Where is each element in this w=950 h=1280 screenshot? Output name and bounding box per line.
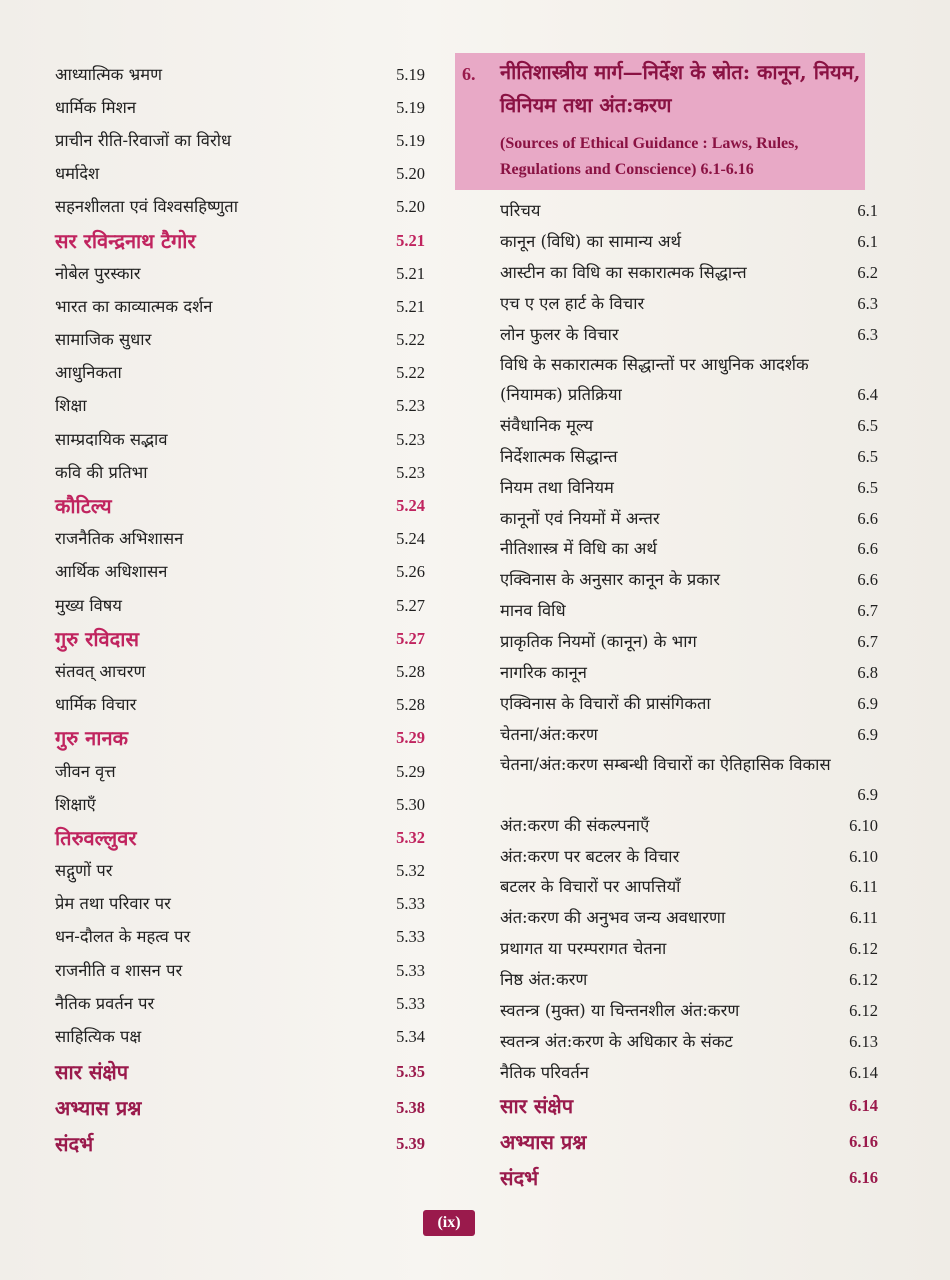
toc-page-number: 6.12 xyxy=(849,1001,878,1021)
chapter-subtitle: (Sources of Ethical Guidance : Laws, Rules, Regulations and Conscience) 6.1-6.16 xyxy=(500,135,799,178)
toc-section-row xyxy=(500,1088,878,1124)
toc-entry-label: प्रेम तथा परिवार पर xyxy=(55,894,171,914)
toc-subheading-row xyxy=(55,722,425,755)
toc-entry-row xyxy=(500,1057,878,1088)
toc-entry-label: संवैधानिक मूल्य xyxy=(500,415,594,435)
toc-entry-row xyxy=(500,565,878,596)
toc-page-number: 6.6 xyxy=(857,570,878,590)
toc-entry-row xyxy=(500,934,878,965)
toc-page-number: 6.16 xyxy=(849,1168,878,1188)
toc-page-number: 6.6 xyxy=(857,508,878,528)
toc-entry-label: जीवन वृत्त xyxy=(55,761,116,781)
toc-entry-label: परिचय xyxy=(500,201,541,221)
toc-entry-row xyxy=(55,788,425,821)
toc-entry-label: निष्ठ अंत:करण xyxy=(500,970,588,990)
toc-entry-label: स्वतन्त्र (मुक्त) या चिन्तनशील अंत:करण xyxy=(500,1001,740,1021)
toc-entry-label: आध्यात्मिक भ्रमण xyxy=(55,64,163,84)
toc-left-column xyxy=(55,58,425,1162)
toc-page-number: 6.16 xyxy=(849,1132,878,1152)
toc-page-number: 5.22 xyxy=(396,363,425,383)
toc-page-number: 5.26 xyxy=(396,562,425,582)
toc-section-row xyxy=(55,1054,425,1090)
toc-entry-label: आधुनिकता xyxy=(55,363,122,383)
toc-entry-row xyxy=(500,872,878,903)
toc-section-row xyxy=(500,1160,878,1196)
toc-section-row xyxy=(55,1126,425,1162)
toc-page-number: 6.12 xyxy=(849,939,878,959)
toc-entry-row xyxy=(55,855,425,888)
toc-entry-row xyxy=(55,655,425,688)
toc-page-number: 5.29 xyxy=(396,761,425,781)
toc-entry-label: नैतिक परिवर्तन xyxy=(500,1062,589,1082)
toc-page-number: 5.27 xyxy=(396,628,425,648)
toc-entry-row xyxy=(55,423,425,456)
toc-entry-label: संदर्भ xyxy=(55,1131,94,1156)
toc-page-number: 6.3 xyxy=(857,294,878,314)
toc-entry-row xyxy=(55,987,425,1020)
toc-page-number: 5.28 xyxy=(396,695,425,715)
toc-page-number: 5.23 xyxy=(396,429,425,449)
toc-entry-label: अंत:करण की अनुभव जन्य अवधारणा xyxy=(500,908,726,928)
toc-entry-label: बटलर के विचारों पर आपत्तियाँ xyxy=(500,877,681,897)
toc-page-number: 6.2 xyxy=(857,263,878,283)
toc-entry-row xyxy=(55,124,425,157)
toc-page-number: 6.14 xyxy=(849,1062,878,1082)
toc-page-number: 6.9 xyxy=(857,724,878,744)
toc-entry-row xyxy=(500,996,878,1027)
toc-entry-label: चेतना/अंत:करण सम्बन्धी विचारों का ऐतिहासिक विकास xyxy=(500,755,831,775)
toc-entry-row xyxy=(500,534,878,565)
toc-page-number: 5.38 xyxy=(396,1097,425,1117)
toc-page-number: 5.21 xyxy=(396,296,425,316)
toc-entry-label: नोबेल पुरस्कार xyxy=(55,263,141,283)
toc-entry-label: नियम तथा विनियम xyxy=(500,477,614,497)
toc-entry-label: अंत:करण पर बटलर के विचार xyxy=(500,846,680,866)
toc-entry-label: साम्प्रदायिक सद्भाव xyxy=(55,429,168,449)
toc-entry-row xyxy=(500,258,878,289)
toc-entry-row xyxy=(55,1020,425,1053)
toc-page-number: 6.12 xyxy=(849,970,878,990)
toc-entry-label: गुरु रविदास xyxy=(55,626,139,651)
toc-page-number: 6.4 xyxy=(857,385,878,405)
toc-entry-row xyxy=(500,965,878,996)
page-number-badge: (ix) xyxy=(423,1210,475,1236)
toc-page-number: 6.9 xyxy=(857,785,878,805)
toc-page-number: 6.10 xyxy=(849,846,878,866)
toc-entry-label: तिरुवल्लुवर xyxy=(55,825,137,850)
toc-entry-label: नीतिशास्त्र में विधि का अर्थ xyxy=(500,539,657,559)
toc-entry-label: एच ए एल हार्ट के विचार xyxy=(500,294,645,314)
toc-page-number: 6.9 xyxy=(857,693,878,713)
toc-entry-row xyxy=(55,888,425,921)
toc-page-number: 6.5 xyxy=(857,446,878,466)
toc-entry-row xyxy=(500,903,878,934)
toc-page-number: 5.24 xyxy=(396,496,425,516)
toc-entry-label: एक्विनास के विचारों की प्रासंगिकता xyxy=(500,693,711,713)
toc-entry-row xyxy=(55,257,425,290)
toc-page-number: 5.21 xyxy=(396,230,425,250)
toc-entry-label: नागरिक कानून xyxy=(500,663,587,683)
toc-entry-label: संदर्भ xyxy=(500,1166,539,1191)
toc-entry-label: चेतना/अंत:करण xyxy=(500,724,598,744)
toc-entry-label: मुख्य विषय xyxy=(55,595,122,615)
toc-page-number: 5.33 xyxy=(396,894,425,914)
toc-entry-row xyxy=(500,810,878,841)
toc-entry-row xyxy=(55,589,425,622)
toc-entry-label: गुरु नानक xyxy=(55,726,128,751)
toc-entry-label: सद्गुणों पर xyxy=(55,861,113,881)
toc-entry-row xyxy=(500,320,878,351)
toc-entry-row xyxy=(500,227,878,258)
toc-page-number: 5.21 xyxy=(396,263,425,283)
toc-page-number: 6.1 xyxy=(857,201,878,221)
toc-page-number: 5.19 xyxy=(396,64,425,84)
toc-entry-label: धन-दौलत के महत्व पर xyxy=(55,927,191,947)
toc-subheading-row xyxy=(55,821,425,854)
toc-page-number: 5.23 xyxy=(396,462,425,482)
toc-page-number: 6.11 xyxy=(849,877,878,897)
toc-entry-row xyxy=(55,755,425,788)
toc-page-number: 5.32 xyxy=(396,827,425,847)
toc-page-number: 6.7 xyxy=(857,632,878,652)
toc-page-number: 6.6 xyxy=(857,539,878,559)
toc-page-number: 5.33 xyxy=(396,993,425,1013)
toc-entry-label: धार्मिक मिशन xyxy=(55,97,136,117)
toc-entry-label: सामाजिक सुधार xyxy=(55,330,152,350)
toc-entry-row xyxy=(500,472,878,503)
toc-entry-row xyxy=(500,688,878,719)
toc-entry-label-continued: (नियामक) प्रतिक्रिया xyxy=(500,385,622,405)
toc-page-number: 5.20 xyxy=(396,164,425,184)
toc-entry-row xyxy=(55,357,425,390)
toc-entry-row xyxy=(500,289,878,320)
toc-entry-row xyxy=(55,921,425,954)
toc-page-number: 5.22 xyxy=(396,330,425,350)
toc-page-number: 6.14 xyxy=(849,1096,878,1116)
toc-page-number: 5.32 xyxy=(396,861,425,881)
toc-section-row xyxy=(500,1124,878,1160)
toc-entry-label: धर्मादेश xyxy=(55,164,100,184)
toc-entry-label: निर्देशात्मक सिद्धान्त xyxy=(500,446,618,466)
toc-page-number: 6.13 xyxy=(849,1031,878,1051)
toc-page-number: 5.34 xyxy=(396,1027,425,1047)
toc-entry-row xyxy=(55,456,425,489)
toc-entry-label: संतवत् आचरण xyxy=(55,661,146,681)
toc-page-number: 5.29 xyxy=(396,728,425,748)
toc-section-row xyxy=(55,1090,425,1126)
toc-subheading-row xyxy=(55,224,425,257)
toc-entry-label: मानव विधि xyxy=(500,601,566,621)
toc-page-number: 5.24 xyxy=(396,529,425,549)
toc-entry-label: कानूनों एवं नियमों में अन्तर xyxy=(500,508,660,528)
toc-entry-label: सहनशीलता एवं विश्वसहिष्णुता xyxy=(55,197,238,217)
toc-entry-label: प्रथागत या परम्परागत चेतना xyxy=(500,939,667,959)
toc-entry-label: आस्टीन का विधि का सकारात्मक सिद्धान्त xyxy=(500,263,747,283)
toc-entry-label: प्राकृतिक नियमों (कानून) के भाग xyxy=(500,632,697,652)
toc-page-number: 5.20 xyxy=(396,197,425,217)
toc-entry-label: शिक्षा xyxy=(55,396,87,416)
toc-page-number: 5.23 xyxy=(396,396,425,416)
toc-entry-label: एक्विनास के अनुसार कानून के प्रकार xyxy=(500,570,721,590)
toc-entry-row xyxy=(55,191,425,224)
toc-entry-label: सर रविन्द्रनाथ टैगोर xyxy=(55,228,196,253)
toc-entry-row xyxy=(500,719,878,750)
toc-entry-row xyxy=(55,290,425,323)
toc-entry-label: भारत का काव्यात्मक दर्शन xyxy=(55,296,213,316)
toc-entry-label: आर्थिक अधिशासन xyxy=(55,562,168,582)
toc-entry-label: साहित्यिक पक्ष xyxy=(55,1027,142,1047)
toc-page-number: 5.35 xyxy=(396,1061,425,1081)
toc-entry-label: अभ्यास प्रश्न xyxy=(55,1095,142,1120)
toc-entry-label: सार संक्षेप xyxy=(500,1094,574,1119)
toc-page-number: 6.7 xyxy=(857,601,878,621)
toc-entry-row xyxy=(55,91,425,124)
chapter-title: नीतिशास्त्रीय मार्ग—निर्देश के स्रोत: कानून, नियम, विनियम तथा अंत:करण xyxy=(500,60,861,117)
toc-entry-label: विधि के सकारात्मक सिद्धान्तों पर आधुनिक आदर्शक xyxy=(500,355,809,375)
toc-page-number: 6.5 xyxy=(857,415,878,435)
toc-entry-label: धार्मिक विचार xyxy=(55,695,137,715)
toc-entry-label: राजनैतिक अभिशासन xyxy=(55,529,184,549)
toc-entry-row xyxy=(55,523,425,556)
toc-entry-row xyxy=(500,750,878,810)
toc-entry-row xyxy=(500,441,878,472)
toc-entry-label: अंत:करण की संकल्पनाएँ xyxy=(500,815,650,835)
toc-entry-row xyxy=(55,390,425,423)
toc-entry-row xyxy=(500,350,878,410)
toc-page-number: 5.33 xyxy=(396,960,425,980)
toc-entry-label: शिक्षाएँ xyxy=(55,794,96,814)
toc-subheading-row xyxy=(55,622,425,655)
toc-page-number: 5.39 xyxy=(396,1133,425,1153)
toc-page-number: 6.1 xyxy=(857,232,878,252)
toc-entry-row xyxy=(55,954,425,987)
toc-entry-label: लोन फुलर के विचार xyxy=(500,325,619,344)
toc-page-number: 5.19 xyxy=(396,97,425,117)
toc-page-number: 6.3 xyxy=(857,325,878,344)
toc-entry-row xyxy=(500,1026,878,1057)
toc-page-number: 5.28 xyxy=(396,661,425,681)
toc-page-number: 5.19 xyxy=(396,130,425,150)
toc-entry-label: कानून (विधि) का सामान्य अर्थ xyxy=(500,232,682,252)
toc-right-column xyxy=(500,196,878,1196)
toc-entry-row xyxy=(500,196,878,227)
toc-entry-row xyxy=(55,158,425,191)
toc-entry-row xyxy=(500,841,878,872)
toc-entry-row xyxy=(500,503,878,534)
toc-page-number: 6.8 xyxy=(857,663,878,683)
toc-entry-row xyxy=(500,410,878,441)
toc-entry-label: कवि की प्रतिभा xyxy=(55,462,148,482)
toc-entry-row xyxy=(500,658,878,689)
toc-page-number: 5.30 xyxy=(396,794,425,814)
toc-page-number: 5.33 xyxy=(396,927,425,947)
toc-entry-row xyxy=(55,556,425,589)
toc-subheading-row xyxy=(55,489,425,522)
toc-page-number: 6.11 xyxy=(849,908,878,928)
toc-entry-label: नैतिक प्रवर्तन पर xyxy=(55,993,155,1013)
toc-entry-label: अभ्यास प्रश्न xyxy=(500,1130,587,1155)
toc-entry-label: सार संक्षेप xyxy=(55,1059,129,1084)
toc-entry-label: राजनीति व शासन पर xyxy=(55,960,183,980)
toc-entry-row xyxy=(55,689,425,722)
toc-entry-label: कौटिल्य xyxy=(55,494,112,519)
toc-page-number: 6.5 xyxy=(857,477,878,497)
toc-entry-row xyxy=(55,58,425,91)
chapter-number: 6. xyxy=(462,64,476,84)
toc-entry-row xyxy=(500,627,878,658)
toc-entry-row xyxy=(500,596,878,627)
toc-entry-label: स्वतन्त्र अंत:करण के अधिकार के संकट xyxy=(500,1031,733,1051)
toc-page-number: 6.10 xyxy=(849,815,878,835)
toc-entry-row xyxy=(55,324,425,357)
toc-entry-label: प्राचीन रीति-रिवाजों का विरोध xyxy=(55,130,232,150)
toc-page-number: 5.27 xyxy=(396,595,425,615)
